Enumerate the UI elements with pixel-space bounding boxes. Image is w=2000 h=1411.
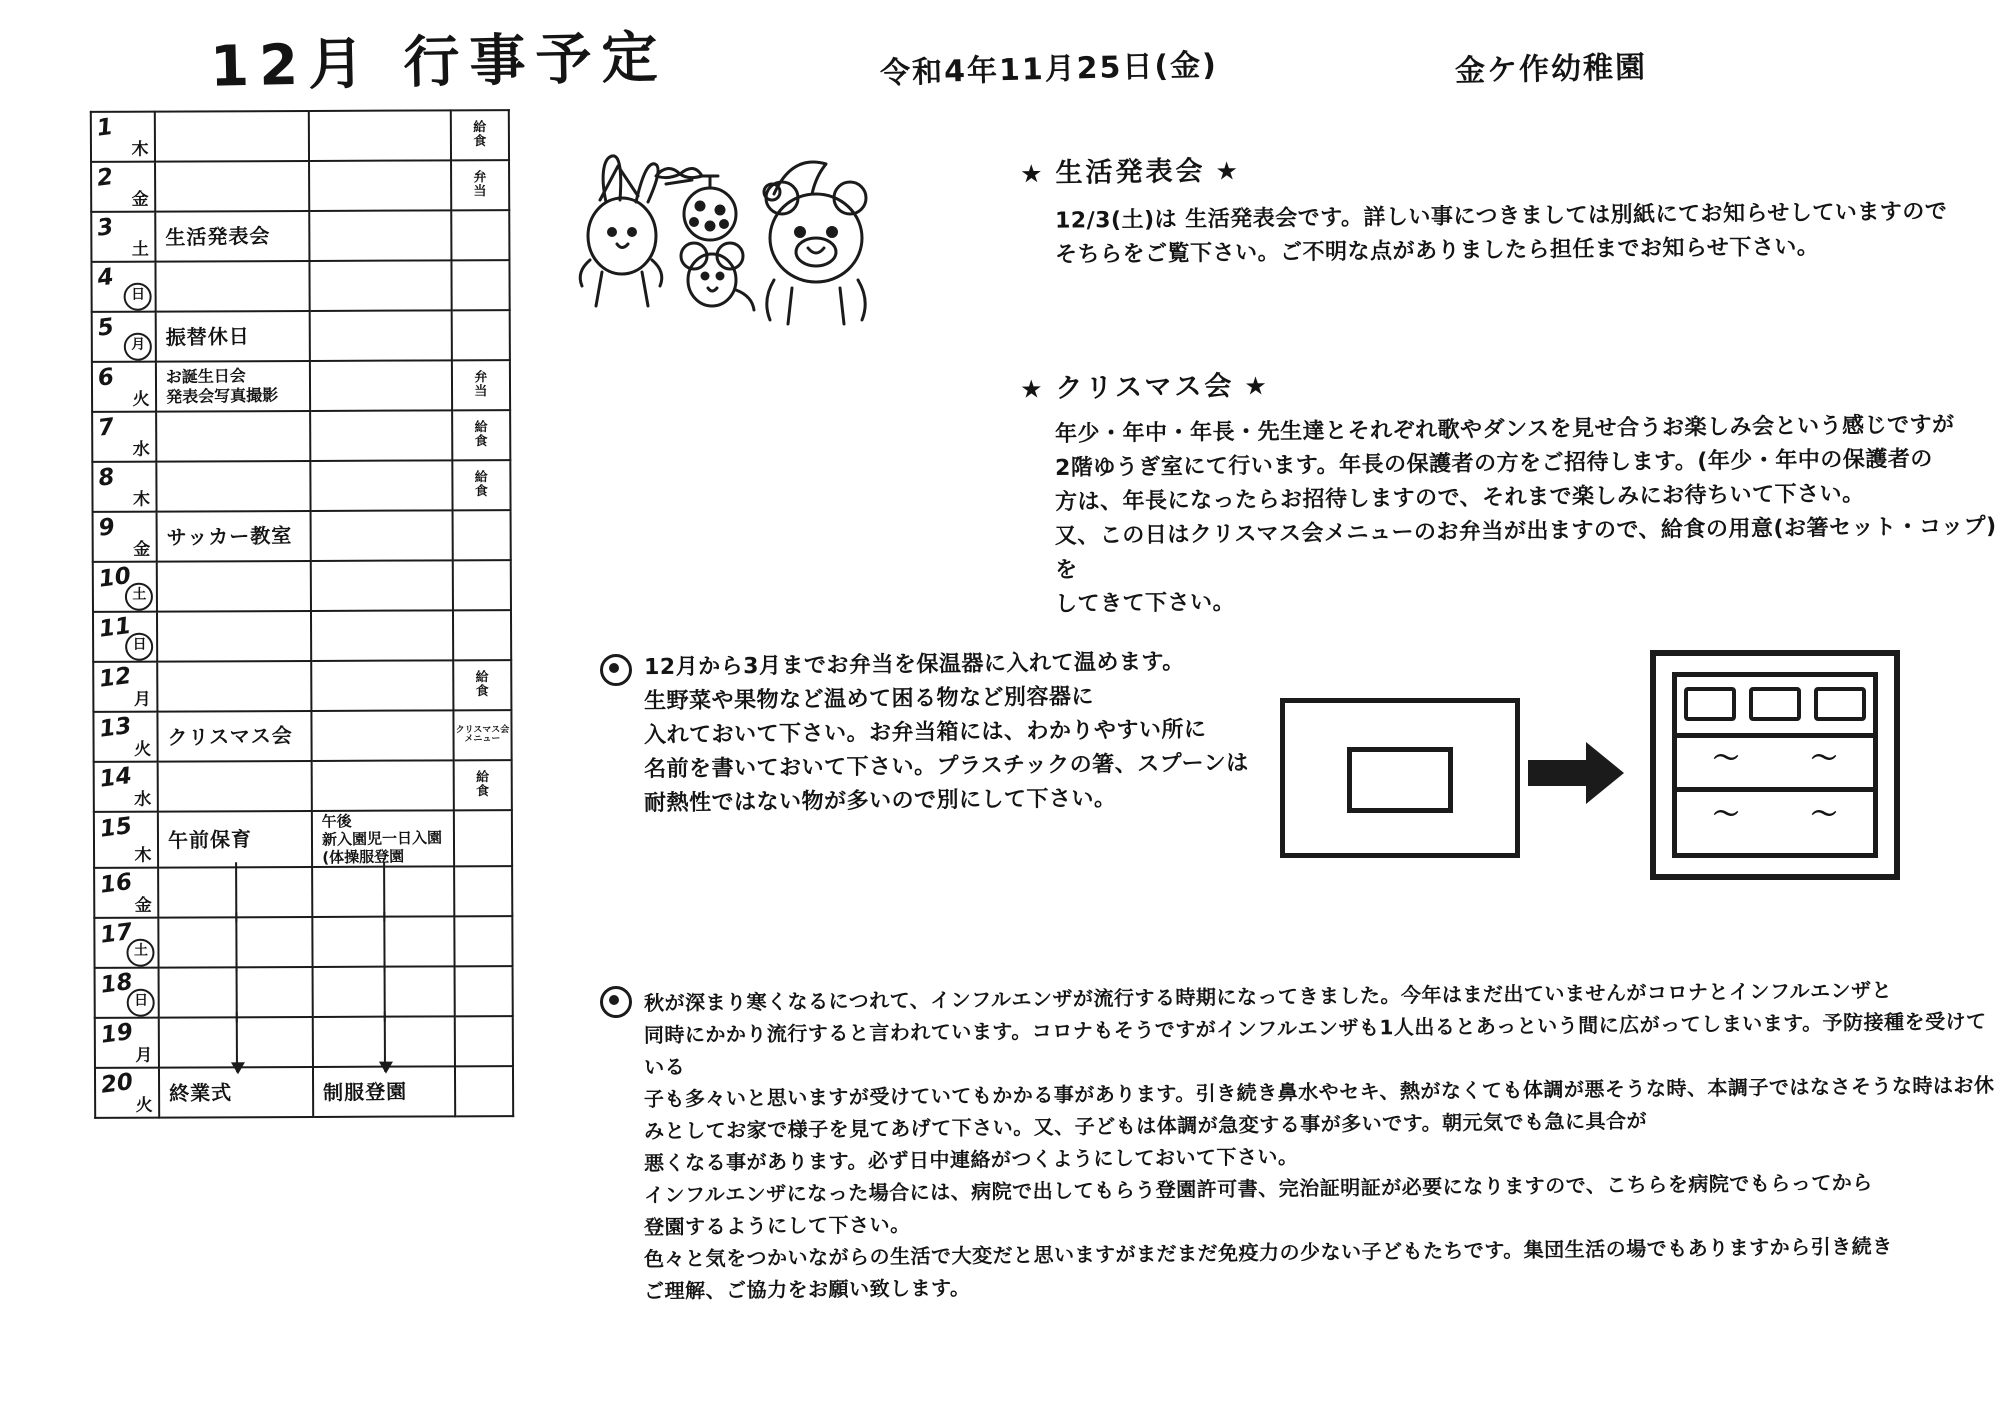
weekday-label: 金 [134, 895, 152, 916]
event-cell-secondary [313, 916, 455, 967]
day-number: 4 [95, 263, 116, 292]
weekday-label: 木 [131, 139, 149, 160]
meal-cell [452, 460, 510, 510]
body-line: 2階ゆうぎ室にて行います。年長の保護者の方をご招待します。(年少・年中の保護者の [1054, 446, 1933, 482]
weekday-label: 木 [132, 489, 150, 510]
event-cell-secondary [309, 160, 451, 211]
weekday-label: 金 [131, 189, 149, 210]
day-number: 14 [98, 762, 134, 793]
body-line: してきて下さい。 [1054, 590, 1236, 618]
event-text: 生活発表会 [165, 223, 272, 250]
table-row [94, 810, 512, 868]
day-cell [93, 612, 158, 662]
event-text: 終業式 [169, 1079, 233, 1106]
table-row [95, 1016, 513, 1068]
event-cell-primary [159, 1017, 313, 1068]
body-line: 色々と気をつかいながらの生活で大変だと思いますがまだまだ免疫力の少ない子どもたちです。集団生活の場でもありますから引き続き [643, 1234, 1893, 1272]
star-icon: ★ [1019, 159, 1046, 189]
schedule-table [90, 109, 514, 1119]
event-cell-secondary [309, 110, 451, 161]
section-body [1055, 200, 1947, 268]
event-cell-secondary [311, 460, 453, 511]
star-icon: ★ [1244, 371, 1271, 401]
page-title: 12月 行事予定 [209, 25, 669, 100]
event-cell-primary [159, 867, 313, 918]
day-number: 2 [95, 163, 115, 192]
day-number: 3 [95, 213, 115, 242]
meal-cell [454, 866, 512, 916]
event-cell-secondary [313, 966, 455, 1017]
table-row [95, 1066, 513, 1118]
section-body [644, 648, 1249, 818]
continuation-arrow [160, 1018, 312, 1067]
body-line: 名前を書いておいて下さい。プラスチックの箸、スプーンは [643, 751, 1249, 783]
steam-squiggle: ～ [1810, 744, 1837, 774]
warmer-shelf [1677, 787, 1873, 792]
day-cell [92, 462, 157, 512]
meal-cell [451, 110, 509, 160]
continuation-arrow [313, 867, 453, 916]
body-line: 登園するようにして下さい。 [643, 1212, 911, 1240]
meal-cell [451, 210, 509, 260]
day-number: 15 [98, 812, 134, 843]
day-cell [92, 362, 157, 412]
event-cell-primary [158, 761, 312, 812]
table-row [92, 360, 510, 412]
body-line: 方は、年長になったらお招待しますので、それまで楽しみにお待ちいて下さい。 [1054, 481, 1865, 516]
day-cell [91, 112, 156, 162]
event-cell-secondary [310, 360, 452, 411]
body-line: ご理解、ご協力をお願い致します。 [643, 1275, 971, 1304]
weekday-label: 火 [134, 739, 152, 760]
star-icon: ★ [1215, 156, 1242, 186]
body-line: そちらをご覧下さい。ご不明な点がありましたら担任までお知らせ下さい。 [1054, 234, 1820, 268]
day-cell [93, 662, 158, 712]
event-cell-primary [156, 311, 310, 362]
meal-cell [452, 410, 510, 460]
body-line: 12/3(土)は 生活発表会です。詳しい事につきましては別紙にてお知らせしていますので [1054, 199, 1948, 234]
meal-cell [452, 510, 510, 560]
day-cell [92, 312, 157, 362]
event-cell-secondary [311, 610, 453, 661]
event-cell-primary [155, 161, 309, 212]
day-cell [95, 1068, 160, 1118]
body-line: 入れておいて下さい。お弁当箱には、わかりやすい所に [643, 717, 1207, 749]
table-row [92, 310, 510, 362]
event-cell-secondary [313, 1016, 455, 1067]
day-number: 9 [97, 513, 117, 542]
continuation-arrow [314, 917, 454, 966]
section-bento-warming [600, 648, 1249, 818]
event-cell-primary [156, 261, 310, 312]
bullet-icon [600, 654, 632, 686]
day-cell [94, 868, 159, 918]
event-text: クリスマス会 [167, 722, 294, 750]
lunchbox-inner-rect [1347, 747, 1453, 813]
event-cell-primary [158, 811, 312, 868]
weekday-label: 月 [135, 1045, 153, 1066]
meal-label: クリスマス会 メニュー [455, 724, 510, 745]
table-row [92, 410, 510, 462]
day-cell [93, 512, 158, 562]
weekday-label: 土 [125, 583, 153, 611]
meal-cell [454, 1016, 512, 1066]
continuation-arrow [314, 1017, 454, 1066]
event-text: サッカー教室 [166, 522, 293, 550]
event-cell-primary [155, 111, 309, 162]
table-row [93, 660, 511, 712]
day-cell [91, 262, 156, 312]
section-body [643, 978, 2000, 1304]
day-number: 5 [96, 313, 116, 342]
event-cell-primary [159, 917, 313, 968]
day-number: 6 [96, 363, 116, 392]
steam-squiggle: ～ [1712, 800, 1739, 830]
food-warmer-inner [1672, 672, 1878, 858]
meal-cell [453, 610, 511, 660]
warmer-mid-row [1677, 739, 1873, 779]
event-cell-primary [159, 1067, 313, 1118]
steam-squiggle: ～ [1810, 800, 1837, 830]
event-cell-primary [157, 461, 311, 512]
body-line: 子も多々いと思いますが受けていてもかかる事があります。引き続き鼻水やセキ、熱がなくても体調が悪そうな時、本調子ではなさそうな時はお休みとしてお家で様子を見てあげて下さい。又、子どもは体調が急変する事が多いです。朝元気でも急に具合が [643, 1072, 1995, 1144]
issue-date: 令和4年11月25日(金) [879, 47, 1219, 92]
day-number: 12 [97, 662, 133, 693]
meal-cell [453, 560, 511, 610]
meal-label: 弁 当 [474, 370, 488, 400]
section-seikatsu-happyokai [1010, 145, 1947, 268]
day-number: 16 [98, 868, 134, 899]
event-cell-primary [156, 361, 310, 412]
body-line: インフルエンザになった場合には、病院で出してもらう登園許可書、完治証明証が必要になりますので、こちらを病院でもらってから [643, 1170, 1873, 1208]
event-cell-secondary [310, 210, 452, 261]
christmas-characters-illustration [560, 140, 900, 340]
day-cell [94, 918, 159, 968]
table-row [91, 260, 509, 312]
section-title: クリスマス会 [1055, 370, 1235, 405]
meal-cell [451, 160, 509, 210]
day-cell [93, 562, 158, 612]
section-heading [1010, 138, 1948, 190]
day-cell [95, 968, 160, 1018]
meal-cell [451, 310, 509, 360]
event-cell-primary [159, 967, 313, 1018]
event-cell-primary [157, 561, 311, 612]
event-cell-secondary [311, 560, 453, 611]
continuation-arrow [314, 967, 454, 1016]
body-line: 年少・年中・年長・先生達とそれぞれ歌やダンスを見せ合うお楽しみ会という感じですが [1054, 412, 1955, 447]
weekday-label: 日 [124, 283, 152, 311]
day-number: 18 [99, 968, 135, 999]
event-cell-primary [157, 411, 311, 462]
weekday-label: 日 [126, 633, 154, 661]
body-line: 生野菜や果物など温めて困る物など別容器に [643, 684, 1095, 715]
section-body [1055, 413, 2000, 618]
table-row [94, 760, 512, 812]
warmer-diagram [1280, 650, 1920, 880]
weekday-label: 土 [131, 239, 149, 260]
weekday-label: 月 [124, 333, 152, 361]
event-text: 午後 新入園児一日入園 (体操服登園 [321, 812, 443, 867]
event-cell-secondary [311, 510, 453, 561]
meal-cell [453, 760, 511, 810]
meal-cell [453, 660, 511, 710]
weekday-label: 水 [134, 789, 152, 810]
weekday-label: 金 [133, 539, 151, 560]
weekday-label: 日 [127, 989, 155, 1017]
warmer-top-row [1677, 687, 1873, 721]
day-cell [93, 712, 158, 762]
day-number: 7 [96, 413, 116, 442]
meal-cell [455, 1066, 513, 1116]
weekday-label: 火 [135, 1095, 153, 1116]
body-line: 又、この日はクリスマス会メニューのお弁当が出ますので、給食の用意(お箸セット・コップ)を [1054, 514, 1997, 584]
event-text: お誕生日会 発表会写真撮影 [166, 366, 279, 407]
lunchbox-slot [1684, 687, 1736, 721]
event-cell-secondary [310, 260, 452, 311]
meal-cell [451, 260, 509, 310]
steam-squiggle: ～ [1712, 744, 1739, 774]
continuation-arrow [160, 868, 312, 917]
lunchbox-icon [1280, 698, 1520, 858]
event-cell-primary [158, 661, 312, 712]
event-text: 午前保育 [168, 826, 253, 853]
weekday-label: 木 [134, 845, 152, 866]
day-number: 19 [99, 1018, 135, 1049]
bullet-icon [600, 986, 632, 1018]
weekday-label: 月 [133, 689, 151, 710]
body-line: 秋が深まり寒くなるにつれて、インフルエンザが流行する時期になってきました。今年はまだ出ていませんがコロナとインフルエンザと [643, 978, 1893, 1016]
day-cell [91, 162, 156, 212]
warmer-shelf [1677, 733, 1873, 738]
meal-label: 給 食 [474, 470, 488, 500]
meal-cell [453, 710, 511, 760]
table-row [93, 560, 511, 612]
continuation-arrow [160, 918, 312, 967]
table-row [92, 460, 510, 512]
weekday-label: 土 [127, 939, 155, 967]
event-cell-secondary [312, 710, 454, 761]
meal-label: 給 食 [473, 120, 487, 150]
table-row [91, 160, 509, 212]
event-cell-primary [156, 211, 310, 262]
event-cell-primary [157, 511, 311, 562]
event-cell-secondary [312, 660, 454, 711]
event-cell-primary [157, 611, 311, 662]
table-row [94, 916, 512, 968]
event-cell-secondary [313, 1066, 455, 1117]
meal-cell [454, 810, 513, 866]
body-line: 耐熱性ではない物が多いので別にして下さい。 [643, 786, 1117, 817]
weekday-label: 火 [132, 389, 150, 410]
meal-label: 給 食 [475, 670, 489, 700]
table-row [94, 866, 512, 918]
lunchbox-slot [1814, 687, 1866, 721]
section-title: 生活発表会 [1055, 155, 1206, 189]
day-number: 11 [97, 612, 133, 643]
day-number: 20 [99, 1068, 135, 1099]
meal-cell [454, 916, 512, 966]
table-row [91, 210, 509, 262]
arrow-right-icon [1528, 742, 1624, 804]
star-icon: ★ [1019, 374, 1046, 404]
day-number: 17 [98, 918, 134, 949]
table-row [93, 610, 511, 662]
meal-label: 給 食 [476, 770, 490, 800]
table-row [91, 110, 509, 162]
warmer-bottom-row [1677, 795, 1873, 835]
day-cell [94, 812, 159, 868]
table-row [93, 710, 511, 762]
section-christmas-party [1010, 360, 2000, 618]
event-cell-primary [158, 711, 312, 762]
table-row [95, 966, 513, 1018]
meal-label: 弁 当 [473, 170, 487, 200]
schedule-table-body [91, 110, 513, 1118]
continuation-arrow [160, 968, 312, 1017]
day-number: 1 [95, 113, 115, 142]
body-line: 12月から3月までお弁当を保温器に入れて温めます。 [643, 649, 1185, 681]
lunchbox-slot [1749, 687, 1801, 721]
school-name: 金ケ作幼稚園 [1454, 49, 1648, 90]
day-cell [92, 412, 157, 462]
meal-cell [452, 360, 510, 410]
section-heading [1010, 353, 2000, 406]
section-health-notice [600, 978, 2000, 1304]
food-warmer-icon [1650, 650, 1900, 880]
event-text: 振替休日 [166, 323, 251, 350]
day-cell [95, 1018, 160, 1068]
weekday-label: 水 [132, 439, 150, 460]
table-row [93, 510, 511, 562]
day-number: 8 [96, 463, 116, 492]
event-cell-secondary [312, 810, 454, 867]
day-cell [94, 762, 159, 812]
day-cell [91, 212, 156, 262]
body-line: 同時にかかり流行すると言われています。コロナもそうですがインフルエンザも1人出るとあっという間に広がってしまいます。予防接種を受けている [643, 1009, 1987, 1080]
event-text: 制服登園 [323, 1078, 408, 1105]
day-number: 13 [97, 712, 134, 743]
day-number: 10 [97, 562, 133, 593]
meal-cell [454, 966, 512, 1016]
event-cell-secondary [312, 866, 454, 917]
body-line: 悪くなる事があります。必ず日中連絡がつくようにしておいて下さい。 [643, 1144, 1299, 1176]
event-cell-secondary [310, 310, 452, 361]
event-cell-secondary [310, 410, 452, 461]
event-cell-secondary [312, 760, 454, 811]
meal-label: 給 食 [474, 420, 488, 450]
